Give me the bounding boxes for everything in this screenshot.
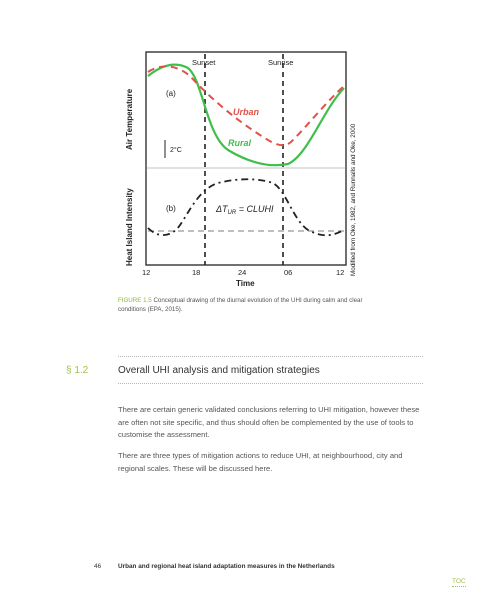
x-tick: 12 [142,268,151,277]
paragraph: There are three types of mitigation actions to reduce UHI, at neighbourhood, city and regional scales. These will be discussed here. [118,451,403,473]
divider-bottom [118,383,423,384]
caption-label: FIGURE 1.5 [118,297,152,304]
rural-label: Rural [228,138,252,148]
uhi-figure [118,40,358,290]
y-axis-top-title: Air Temperature [125,88,134,150]
delta-label: $\Delta T_{UR}$ = CLUHI [216,204,274,216]
divider-top [118,356,423,357]
uhi-diagram [118,40,358,290]
sunrise-label: Sunrise [268,58,294,67]
panel-b-label: (b) [166,204,176,213]
x-tick: 06 [284,268,293,277]
figure-credit: Modified from Oke, 1982, and Runnalls and Oke, 2000 [350,123,357,276]
page-number: 46 [94,563,102,570]
section-title: Overall UHI analysis and mitigation strategies [118,365,320,376]
section-number: § 1.2 [66,365,89,376]
paragraph: There are certain generic validated conclusions referring to UHI mitigation, however these are often not site specific, and thus should often be complemented by the use of tools to customise the assessment. [118,405,420,440]
x-tick: 24 [238,268,247,277]
caption-text: Conceptual drawing of the diurnal evolution of the UHI during calm and clear conditions (EPA, 2015). [118,297,363,313]
x-tick: 12 [336,268,345,277]
footer-title: Urban and regional heat island adaptation measures in the Netherlands [118,563,335,570]
figure-caption [118,296,373,314]
y-axis-bottom-title: Heat Island Intensity [125,188,134,266]
x-tick: 18 [192,268,201,277]
urban-label: Urban [233,107,260,117]
scale-label: 2°C [170,147,182,154]
x-axis-title: Time [236,279,255,288]
panel-a-label: (a) [166,89,176,98]
sunset-label: Sunset [192,58,216,67]
toc-link[interactable]: TOC [452,578,466,585]
